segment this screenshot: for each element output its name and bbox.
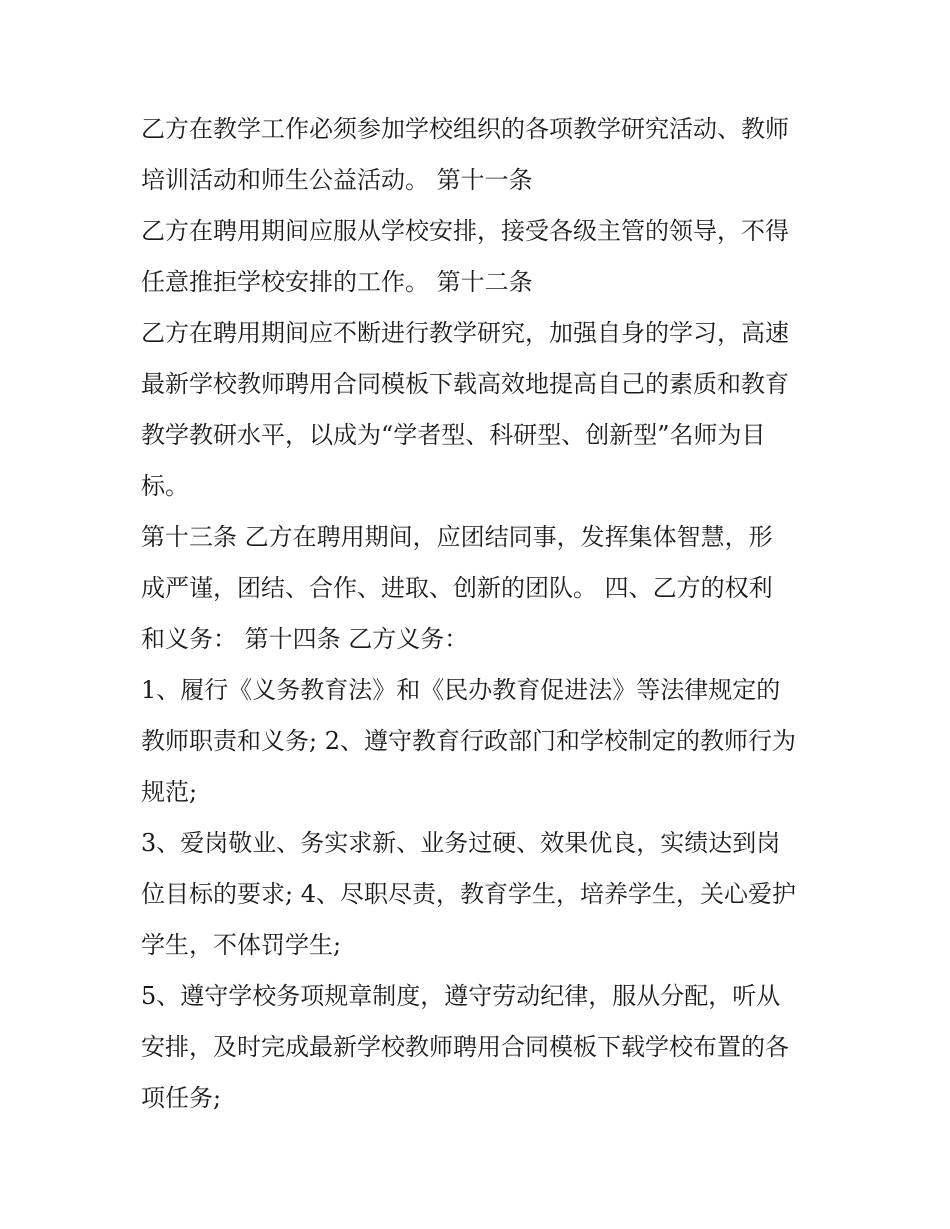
text-line: 最新学校教师聘用合同模板下载高效地提高自己的素质和教育 xyxy=(141,370,789,398)
text-line: 乙方在聘用期间应服从学校安排，接受各级主管的领导，不得 xyxy=(141,217,789,245)
text-line: 教学教研水平，以成为“学者型、科研型、创新型”名师为目 xyxy=(141,421,766,449)
text-line: 安排，及时完成最新学校教师聘用合同模板下载学校布置的各 xyxy=(141,1033,789,1061)
text-line: 成严谨，团结、合作、进取、创新的团队。 四、乙方的权利 xyxy=(141,574,773,602)
text-line: 规范; xyxy=(141,778,198,806)
text-line: 位目标的要求; 4、尽职尽责，教育学生，培养学生，关心爱护 xyxy=(141,880,796,908)
text-line: 第十三条 乙方在聘用期间，应团结同事，发挥集体智慧，形 xyxy=(141,523,773,551)
text-line: 任意推拒学校安排的工作。 第十二条 xyxy=(141,268,533,296)
text-line: 项任务; xyxy=(141,1084,222,1112)
text-line: 3、爱岗敬业、务实求新、业务过硬、效果优良，实绩达到岗 xyxy=(141,829,781,857)
text-line: 教师职责和义务; 2、遵守教育行政部门和学校制定的教师行为 xyxy=(141,727,796,755)
text-line: 学生，不体罚学生; xyxy=(141,931,342,959)
text-line: 1、履行《义务教育法》和《民办教育促进法》等法律规定的 xyxy=(141,676,781,704)
text-line: 标。 xyxy=(141,472,189,500)
text-line: 乙方在聘用期间应不断进行教学研究，加强自身的学习，高速 xyxy=(141,319,789,347)
document-body xyxy=(141,104,821,1124)
text-line: 乙方在教学工作必须参加学校组织的各项教学研究活动、教师 xyxy=(141,115,789,143)
text-line: 和义务： 第十四条 乙方义务： xyxy=(141,625,469,653)
text-line: 5、遵守学校务项规章制度，遵守劳动纪律，服从分配，听从 xyxy=(141,982,781,1010)
text-line: 培训活动和师生公益活动。 第十一条 xyxy=(141,166,533,194)
